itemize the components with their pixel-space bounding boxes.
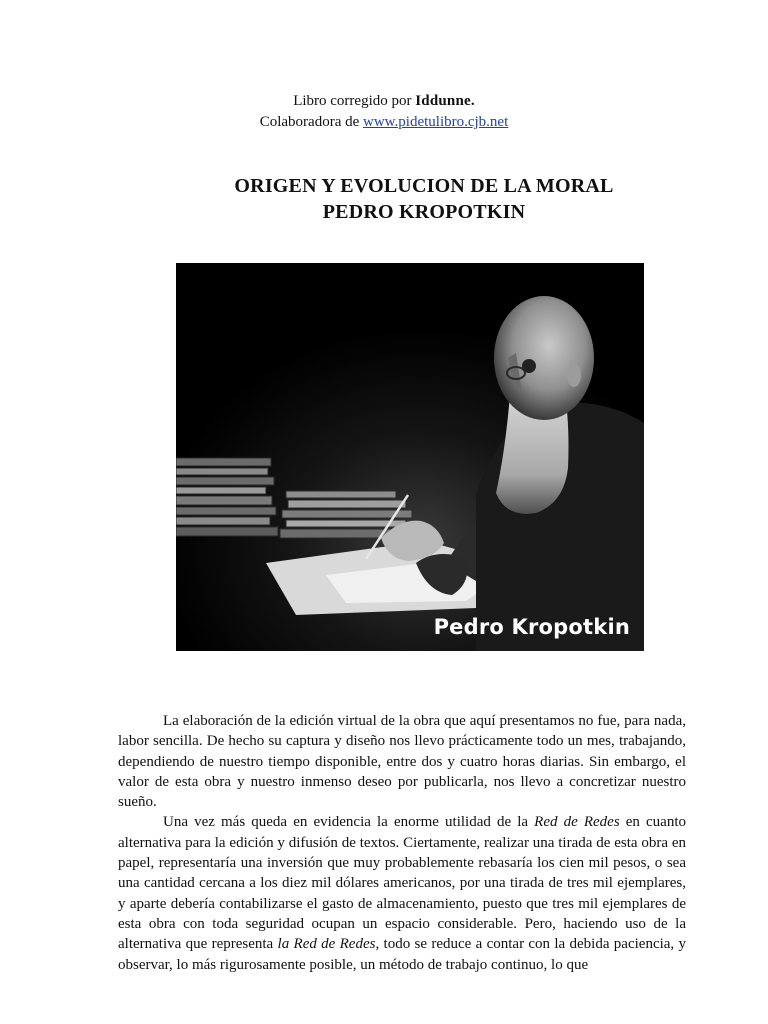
credit-line-2 (0, 112, 768, 133)
paragraph-2-part-2: en cuanto alternativa para la edición y difusión de textos. Ciertamente, realizar una tirada de esta obra en papel, representaría una inversión que muy probablemente rebasaría los cien mil pesos, o sea una cantidad cercana a los diez mil dólares americanos, por una tirada de tres mil ejemplares, y aparte debería contabilizarse el gasto de almacenamiento, puesto que tres mil ejemplares de esta obra con toda seguridad ocupan un espacio considerable. Pero, haciendo uso de la alternativa que representa (118, 814, 687, 953)
paragraph-2 (118, 812, 686, 974)
portrait-caption: Pedro Kropotkin (433, 615, 630, 639)
italic-la-red-de-redes: la Red de Redes (277, 936, 376, 953)
title-line-1: ORIGEN Y EVOLUCION DE LA MORAL (234, 175, 614, 197)
corrector-name: Iddunne. (415, 93, 475, 109)
credit-prefix: Libro corregido por (293, 93, 416, 109)
portrait-illustration (176, 263, 644, 651)
paragraph-1: La elaboración de la edición virtual de la obra que aquí presentamos no fue, para nada, labor sencilla. De hecho su captura y diseño nos llevo prácticamente todo un mes, trabajando, dependiendo de nuestro tiempo disponible, entre dos y cuatro horas diarias. Sin embargo, el valor de esta obra y nuestro inmenso deseo por publicarla, nos llevo a concretizar nuestro sueño. (118, 713, 686, 811)
author-portrait (176, 263, 644, 651)
paragraph-2-part-3: , todo se reduce a contar con la debida paciencia, y observar, lo más rigurosamente posible, un método de trabajo continuo, lo que (118, 936, 686, 973)
italic-red-de-redes: Red de Redes (534, 814, 620, 831)
credit-line-1 (0, 91, 768, 112)
credit-block (0, 91, 768, 133)
author-line: PEDRO KROPOTKIN (322, 201, 526, 223)
website-link[interactable]: www.pidetulibro.cjb.net (363, 114, 509, 130)
body-text (118, 711, 686, 975)
paragraph-2-part-1: Una vez más queda en evidencia la enorme utilidad de la (163, 814, 535, 831)
collaborator-prefix: Colaboradora de (259, 114, 364, 130)
book-title (0, 173, 768, 225)
